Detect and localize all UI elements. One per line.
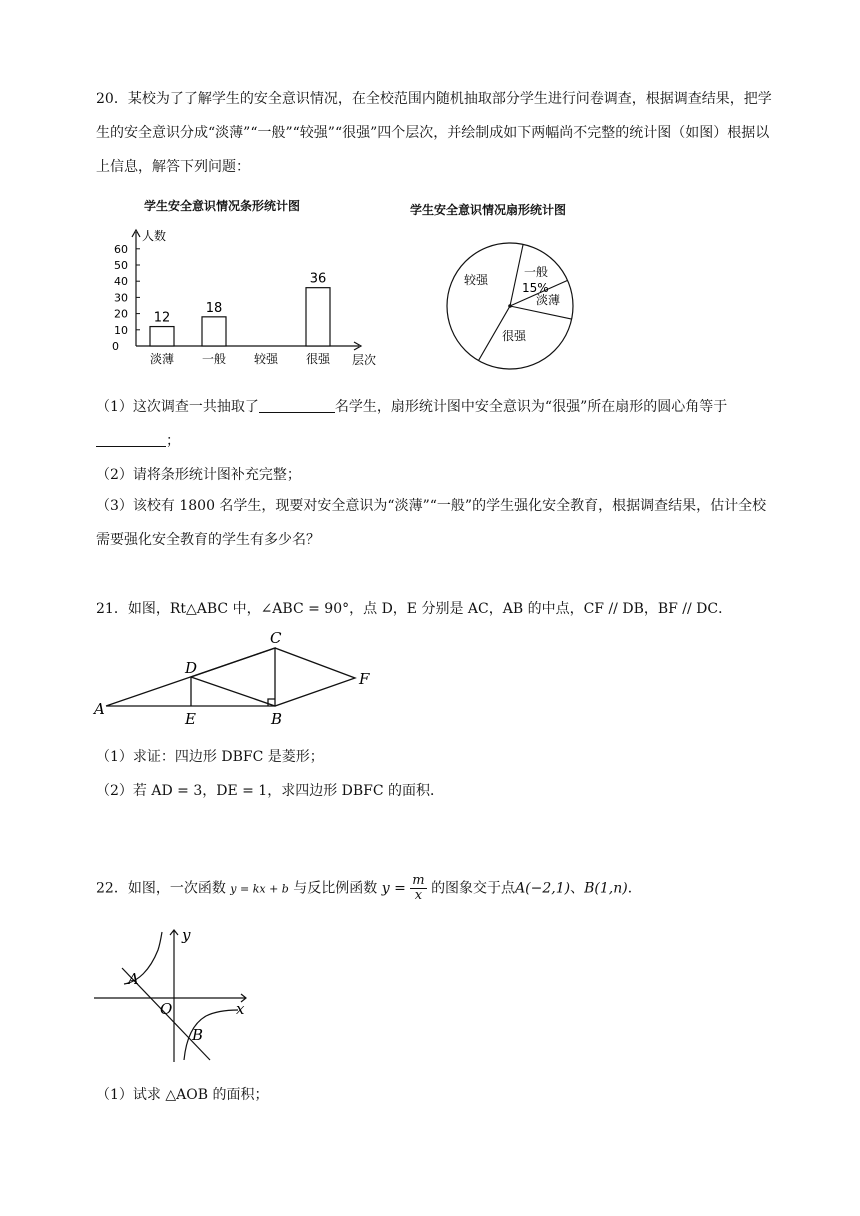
label-e: E xyxy=(185,710,196,728)
label-c: C xyxy=(270,629,282,647)
fraction-numerator: m xyxy=(412,873,425,888)
bar-y-tick-label: 10 xyxy=(114,323,128,337)
pie-slice-label: 很强 xyxy=(501,329,527,343)
pie-chart-title: 学生安全意识情况扇形统计图 xyxy=(410,203,567,217)
bar-y-tick-label: 0 xyxy=(112,340,119,353)
q20-stem: 20．某校为了了解学生的安全意识情况，在全校范围内随机抽取部分学生进行问卷调查，根据调查结果，把学生的安全意识分成“淡薄”“一般”“较强”“很强”四个层次，并绘制成如下两幅尚不完整的统计图（如图）根据以上信息，解答下列问题： xyxy=(96,91,772,175)
label-b: B xyxy=(271,710,283,728)
pie-percent-label: 15% xyxy=(522,281,549,295)
q22-part1: （1）试求 △AOB 的面积； xyxy=(96,1087,269,1103)
bar-value-label: 12 xyxy=(153,310,171,326)
point-a: A(−2,1) xyxy=(515,880,571,897)
q22-stem-b: 与反比例函数 xyxy=(293,880,378,897)
bar-y-tick-label: 50 xyxy=(114,259,128,272)
pie-slice-label: 较强 xyxy=(463,273,489,287)
answer-blank-2[interactable] xyxy=(96,432,166,447)
q22-stem-c: 的图象交于点 xyxy=(431,880,516,897)
q20-part1-a: （1）这次调查一共抽取了 xyxy=(96,399,259,415)
q20-part1 xyxy=(96,396,727,416)
bar-category-label: 很强 xyxy=(305,352,331,366)
label-o: O xyxy=(160,1000,173,1018)
inverse-function-lhs: y = xyxy=(381,880,406,897)
bar-x-label: 层次 xyxy=(352,353,377,367)
bar-y-label: 人数 xyxy=(142,229,167,243)
q21-stem: 21．如图，Rt△ABC 中，∠ABC = 90°，点 D，E 分别是 AC，AB 的中点，CF // DB，BF // DC． xyxy=(96,601,733,617)
bar-category-label: 较强 xyxy=(253,352,279,366)
label-a-point: A xyxy=(128,970,139,988)
q21-part2: （2）若 AD = 3，DE = 1，求四边形 DBFC 的面积． xyxy=(96,783,445,799)
label-d: D xyxy=(185,659,198,677)
q20-part1-c: ； xyxy=(166,433,180,449)
pie-center xyxy=(508,304,512,308)
q20-part2: （2）请将条形统计图补充完整； xyxy=(96,467,301,483)
bar-y-tick-label: 60 xyxy=(114,242,128,256)
linear-function: y = kx + b xyxy=(230,882,289,896)
bar-3 xyxy=(306,288,330,346)
bar-y-tick-label: 40 xyxy=(114,275,128,289)
label-y: y xyxy=(182,926,191,944)
bar-category-label: 一般 xyxy=(201,352,227,366)
bar-y-tick-label: 20 xyxy=(114,307,128,321)
q21-part1: （1）求证：四边形 DBFC 是菱形； xyxy=(96,749,324,765)
point-b: B(1,n) xyxy=(584,880,628,897)
q22-figure xyxy=(88,920,258,1070)
label-f: F xyxy=(359,670,370,688)
bar-y-tick-label: 30 xyxy=(114,291,128,305)
q22-stem-end: ． xyxy=(627,880,642,897)
bar-0 xyxy=(150,327,174,346)
bar-1 xyxy=(202,317,226,346)
pie-chart xyxy=(440,236,590,376)
q20-part1-cont xyxy=(96,430,180,450)
pie-slice-label: 一般 xyxy=(523,265,549,279)
label-x: x xyxy=(236,1000,245,1018)
quadrilateral-dbfc xyxy=(191,648,355,706)
fraction-denominator: x xyxy=(414,888,423,903)
label-b-point: B xyxy=(192,1026,204,1044)
label-a: A xyxy=(94,700,105,718)
bar-value-label: 18 xyxy=(205,300,223,316)
bar-category-label: 淡薄 xyxy=(149,352,175,366)
answer-blank-1[interactable] xyxy=(259,398,335,413)
inverse-fraction xyxy=(410,874,426,903)
point-separator: 、 xyxy=(570,880,585,897)
pie-slice-label: 淡薄 xyxy=(535,293,561,307)
bar-chart-title: 学生安全意识情况条形统计图 xyxy=(144,199,301,213)
q21-figure xyxy=(90,628,380,728)
q22-stem-a: 22．如图，一次函数 xyxy=(96,880,226,897)
q22-stem xyxy=(96,874,642,903)
bar-value-label: 36 xyxy=(309,271,327,287)
bar-chart xyxy=(104,222,394,370)
q20-part1-b: 名学生，扇形统计图中安全意识为“很强”所在扇形的圆心角等于 xyxy=(334,399,728,415)
q20-part3: （3）该校有 1800 名学生，现要对安全意识为“淡薄”“一般”的学生强化安全教育，根据调查结果，估计全校需要强化安全教育的学生有多少名？ xyxy=(96,498,767,548)
